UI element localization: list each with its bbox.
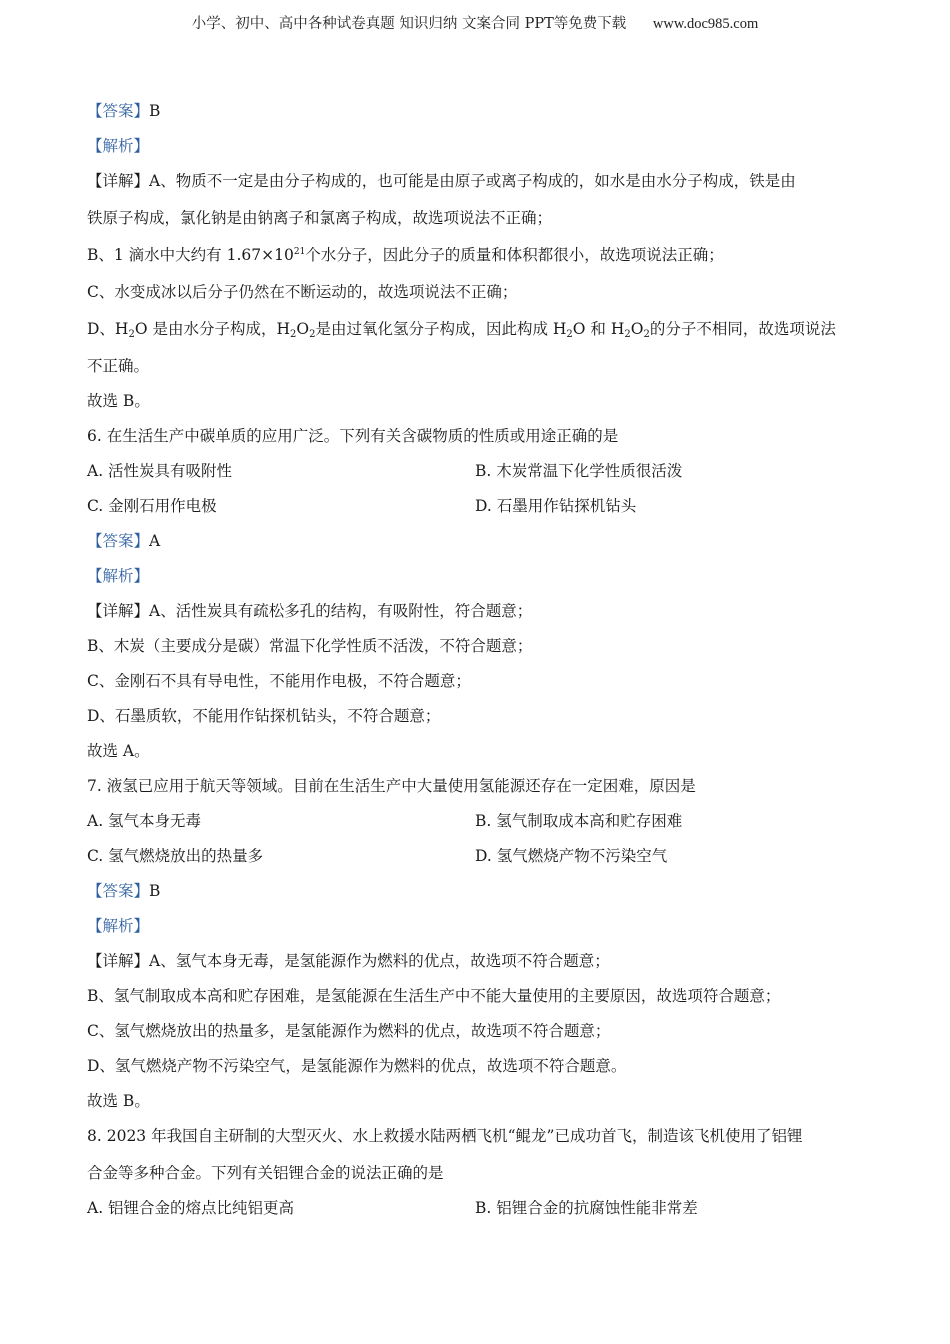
- q5-analysis-line: [87, 131, 867, 166]
- q5-detail-d-end: 不正确。: [87, 357, 150, 375]
- q6-detail-c-line: [87, 666, 867, 701]
- q8-options-row-1: [87, 1193, 867, 1228]
- q5-detail-d-5: O 和 H: [572, 320, 625, 338]
- q7-options-row-1: [87, 806, 867, 841]
- q5-detail-c-line: [87, 277, 867, 314]
- page-header: [0, 12, 950, 33]
- q7-answer: B: [149, 882, 161, 900]
- q5-detail-d-end-line: [87, 351, 867, 386]
- q6-detail-b: B、木炭（主要成分是碳）常温下化学性质不活泼，不符合题意；: [87, 637, 533, 655]
- subscript: 2: [624, 329, 631, 340]
- q6-detail-d: D、石墨质软，不能用作钻探机钻头，不符合题意；: [87, 707, 441, 725]
- q7-stem: 7. 液氢已应用于航天等领域。目前在生活生产中大量使用氢能源还存在一定困难，原因是: [87, 777, 696, 795]
- q8-stem-2: 合金等多种合金。下列有关铝锂合金的说法正确的是: [87, 1164, 444, 1182]
- q6-detail-c: C、金刚石不具有导电性，不能用作电极，不符合题意；: [87, 672, 471, 690]
- q5-detail-d-4: 是由过氧化氢分子构成，因此构成 H: [315, 320, 567, 338]
- q6-analysis-line: [87, 561, 867, 596]
- q7-detail-c-line: [87, 1016, 867, 1051]
- q7-option-a: A. 氢气本身无毒: [87, 812, 202, 830]
- q5-detail-b-pre: B、1 滴水中大约有 1.67×10: [87, 246, 294, 264]
- q6-option-a: A. 活性炭具有吸附性: [87, 462, 233, 480]
- q6-stem-line: [87, 421, 867, 456]
- q6-stem: 6. 在生活生产中碳单质的应用广泛。下列有关含碳物质的性质或用途正确的是: [87, 427, 619, 445]
- q7-detail-d: D、氢气燃烧产物不污染空气，是氢能源作为燃料的优点，故选项不符合题意。: [87, 1057, 627, 1075]
- q6-detail-b-line: [87, 631, 867, 666]
- q5-detail-b-sup: 21: [293, 247, 306, 257]
- answer-label: 【答案】: [87, 532, 150, 550]
- q5-conclusion-line: [87, 386, 867, 421]
- q7-conclusion: 故选 B。: [87, 1092, 150, 1110]
- q7-detail-b-line: [87, 981, 867, 1016]
- q7-conclusion-line: [87, 1086, 867, 1121]
- q5-detail-a-2: 铁原子构成，氯化钠是由钠离子和氯离子构成，故选项说法不正确；: [87, 209, 553, 227]
- header-site: www.doc985.com: [652, 16, 759, 32]
- q5-detail-a-1: A、物质不一定是由分子构成的，也可能是由原子或离子构成的，如水是由水分子构成，铁是由: [149, 172, 796, 190]
- analysis-label: 【解析】: [87, 567, 150, 585]
- detail-label: 【详解】: [87, 602, 150, 620]
- q5-detail-a-line-1: [87, 166, 867, 203]
- q7-detail-c: C、氢气燃烧放出的热量多，是氢能源作为燃料的优点，故选项不符合题意；: [87, 1022, 611, 1040]
- q8-option-a: A. 铝锂合金的熔点比纯铝更高: [87, 1199, 295, 1217]
- q6-detail-a-line: [87, 596, 867, 631]
- q6-conclusion-line: [87, 736, 867, 771]
- subscript: 2: [643, 329, 650, 340]
- q7-detail-b: B、氢气制取成本高和贮存困难，是氢能源在生活生产中不能大量使用的主要原因，故选项符合题意；: [87, 987, 781, 1005]
- q7-detail-d-line: [87, 1051, 867, 1086]
- q5-detail-d-1: D、H: [87, 320, 129, 338]
- q8-stem-line-1: [87, 1121, 867, 1158]
- q8-stem-1: 8. 2023 年我国自主研制的大型灭火、水上救援水陆两栖飞机“鲲龙”已成功首飞，制造该飞机使用了铝锂: [87, 1127, 803, 1145]
- q5-detail-d-2: O 是由水分子构成，H: [134, 320, 290, 338]
- q6-answer-line: [87, 526, 867, 561]
- subscript: 2: [289, 329, 297, 340]
- q7-option-c: C. 氢气燃烧放出的热量多: [87, 847, 264, 865]
- q8-option-b: B. 铝锂合金的抗腐蚀性能非常差: [475, 1199, 698, 1217]
- q6-option-d: D. 石墨用作钻探机钻头: [475, 497, 637, 515]
- q5-detail-a-line-2: [87, 203, 867, 240]
- q5-detail-d-3: O: [296, 320, 310, 338]
- analysis-label: 【解析】: [87, 137, 150, 155]
- q6-answer: A: [149, 532, 161, 550]
- q5-detail-d-6: O: [630, 320, 644, 338]
- subscript: 2: [128, 329, 135, 340]
- detail-label: 【详解】: [87, 952, 150, 970]
- q5-detail-d-line: [87, 314, 867, 351]
- header-text: 小学、初中、高中各种试卷真题 知识归纳 文案合同 PPT等免费下载: [191, 16, 627, 32]
- q5-detail-b-post: 个水分子，因此分子的质量和体积都很小，故选项说法正确；: [305, 246, 724, 264]
- q7-option-d: D. 氢气燃烧产物不污染空气: [475, 847, 668, 865]
- analysis-label: 【解析】: [87, 917, 150, 935]
- q6-options-row-1: [87, 456, 867, 491]
- q5-answer-line: [87, 96, 867, 131]
- answer-label: 【答案】: [87, 102, 150, 120]
- q6-options-row-2: [87, 491, 867, 526]
- q8-stem-line-2: [87, 1158, 867, 1193]
- q6-detail-d-line: [87, 701, 867, 736]
- q6-option-c: C. 金刚石用作电极: [87, 497, 217, 515]
- q5-detail-b-line: [87, 240, 867, 277]
- q7-detail-a: A、氢气本身无毒，是氢能源作为燃料的优点，故选项不符合题意；: [149, 952, 610, 970]
- q7-options-row-2: [87, 841, 867, 876]
- q7-option-b: B. 氢气制取成本高和贮存困难: [475, 812, 683, 830]
- subscript: 2: [566, 329, 573, 340]
- detail-label: 【详解】: [87, 172, 150, 190]
- q7-analysis-line: [87, 911, 867, 946]
- subscript: 2: [309, 329, 316, 340]
- q7-answer-line: [87, 876, 867, 911]
- q5-detail-c: C、水变成冰以后分子仍然在不断运动的，故选项说法不正确；: [87, 283, 518, 301]
- q5-detail-d-7: 的分子不相同，故选项说法: [649, 320, 836, 338]
- q5-conclusion: 故选 B。: [87, 392, 150, 410]
- q6-detail-a: A、活性炭具有疏松多孔的结构，有吸附性，符合题意；: [149, 602, 533, 620]
- q6-option-b: B. 木炭常温下化学性质很活泼: [475, 462, 683, 480]
- q7-detail-a-line: [87, 946, 867, 981]
- document-body: [87, 96, 867, 1228]
- answer-label: 【答案】: [87, 882, 150, 900]
- q7-stem-line: [87, 771, 867, 806]
- q5-answer: B: [149, 102, 161, 120]
- q6-conclusion: 故选 A。: [87, 742, 150, 760]
